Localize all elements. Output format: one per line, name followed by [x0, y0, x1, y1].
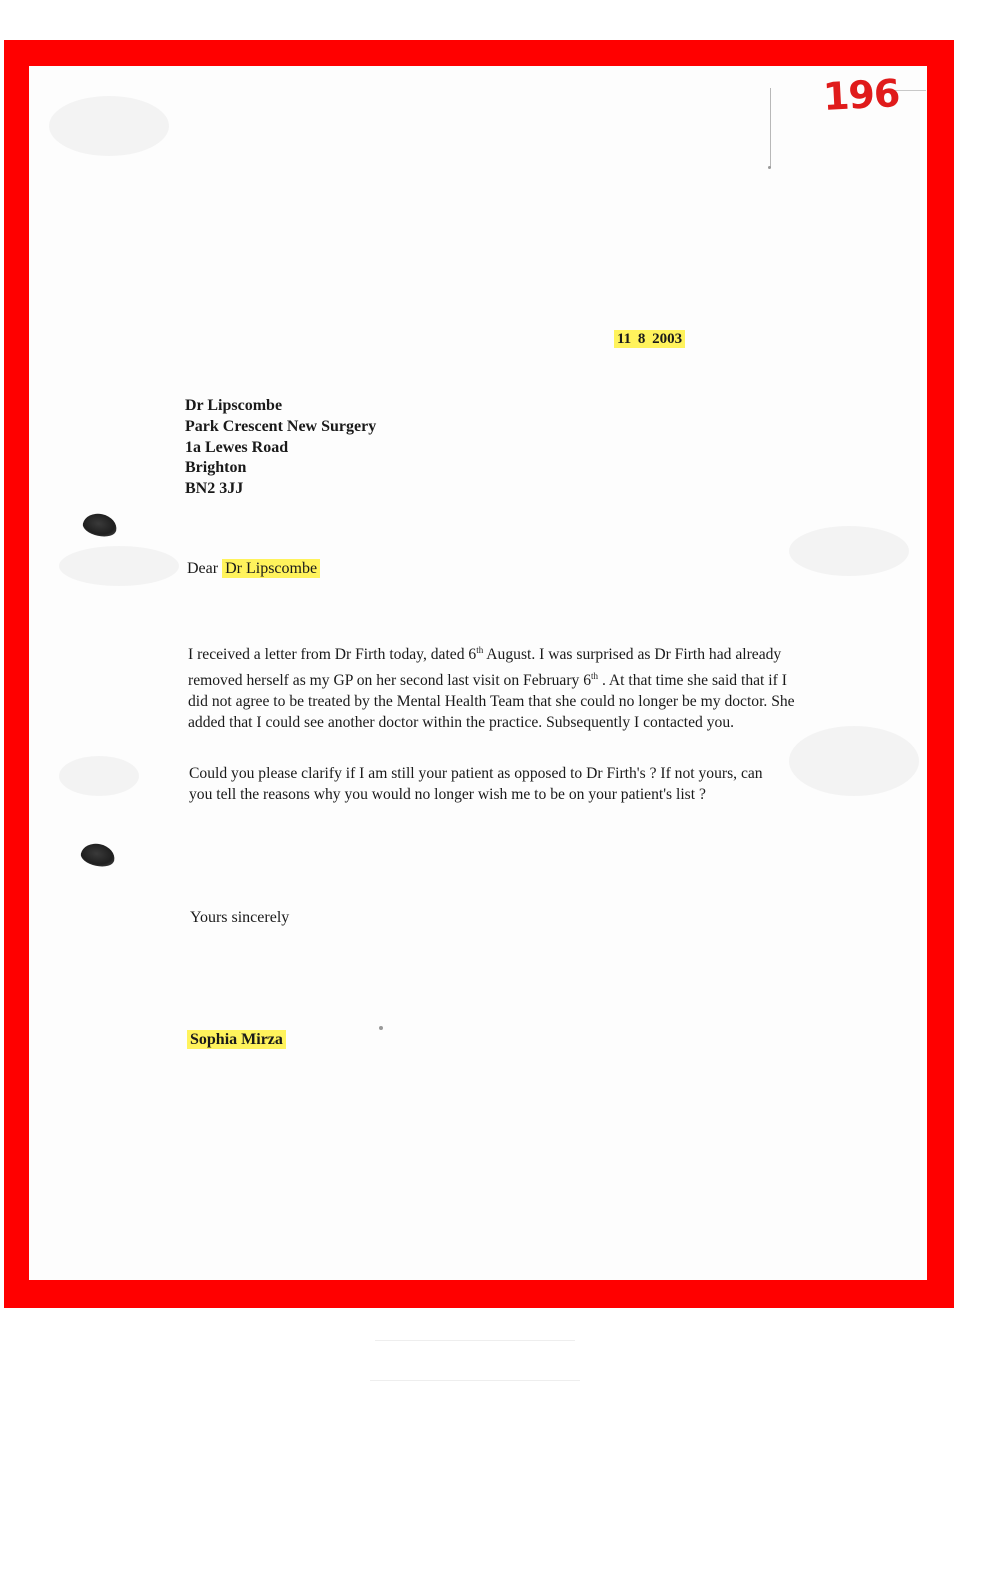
p1-superscript-1: th	[476, 645, 484, 655]
recipient-name: Dr Lipscombe	[185, 397, 283, 414]
scan-smudge	[789, 726, 919, 796]
faint-scan-line	[370, 1380, 580, 1381]
recipient-town: Brighton	[185, 459, 247, 477]
scan-speck	[768, 166, 771, 169]
signature-name: Sophia Mirza	[187, 1030, 286, 1049]
p1-text-3: . At that time she said that if I did not agree to be treated by the Mental Health Team that she could no longer be my doctor. She added that I could see another doctor within the practice. Subsequently I contacted you.	[188, 672, 795, 731]
p1-text-2: August. I was surprised as Dr Firth had already removed herself as my GP on her second last visit on February 6	[188, 646, 782, 690]
recipient-address	[185, 396, 376, 500]
closing: Yours sincerely	[190, 909, 290, 926]
recipient-street: 1a Lewes Road	[185, 438, 289, 456]
greeting-salutation: Dear	[187, 560, 219, 577]
p1-superscript-2: th	[591, 670, 599, 681]
recipient-practice: Park Crescent New Surgery	[185, 417, 377, 435]
corner-mark-vertical	[770, 88, 771, 168]
recipient-postcode: BN2 3JJ	[185, 480, 244, 498]
scan-speck	[379, 1026, 383, 1030]
scan-smudge	[59, 546, 179, 586]
p1-text-1: I received a letter from Dr Firth today, dated 6	[188, 646, 477, 664]
body-paragraph-2: Could you please clarify if I am still your patient as opposed to Dr Firth's ? If not yours, can you tell the reasons why you would no longer wish me to be on your patient's list ?	[189, 765, 763, 803]
body-paragraph-1	[188, 640, 803, 734]
scan-smudge	[789, 526, 909, 576]
scan-smudge	[59, 756, 139, 796]
scan-smudge	[49, 96, 169, 156]
greeting	[187, 560, 320, 578]
signature	[187, 1031, 286, 1049]
greeting-addressee: Dr Lipscombe	[222, 559, 320, 578]
letter-date	[614, 331, 685, 348]
faint-scan-line	[375, 1340, 575, 1341]
date-highlight: 11 8 2003	[614, 330, 685, 348]
handwritten-page-number: 196	[821, 71, 901, 119]
